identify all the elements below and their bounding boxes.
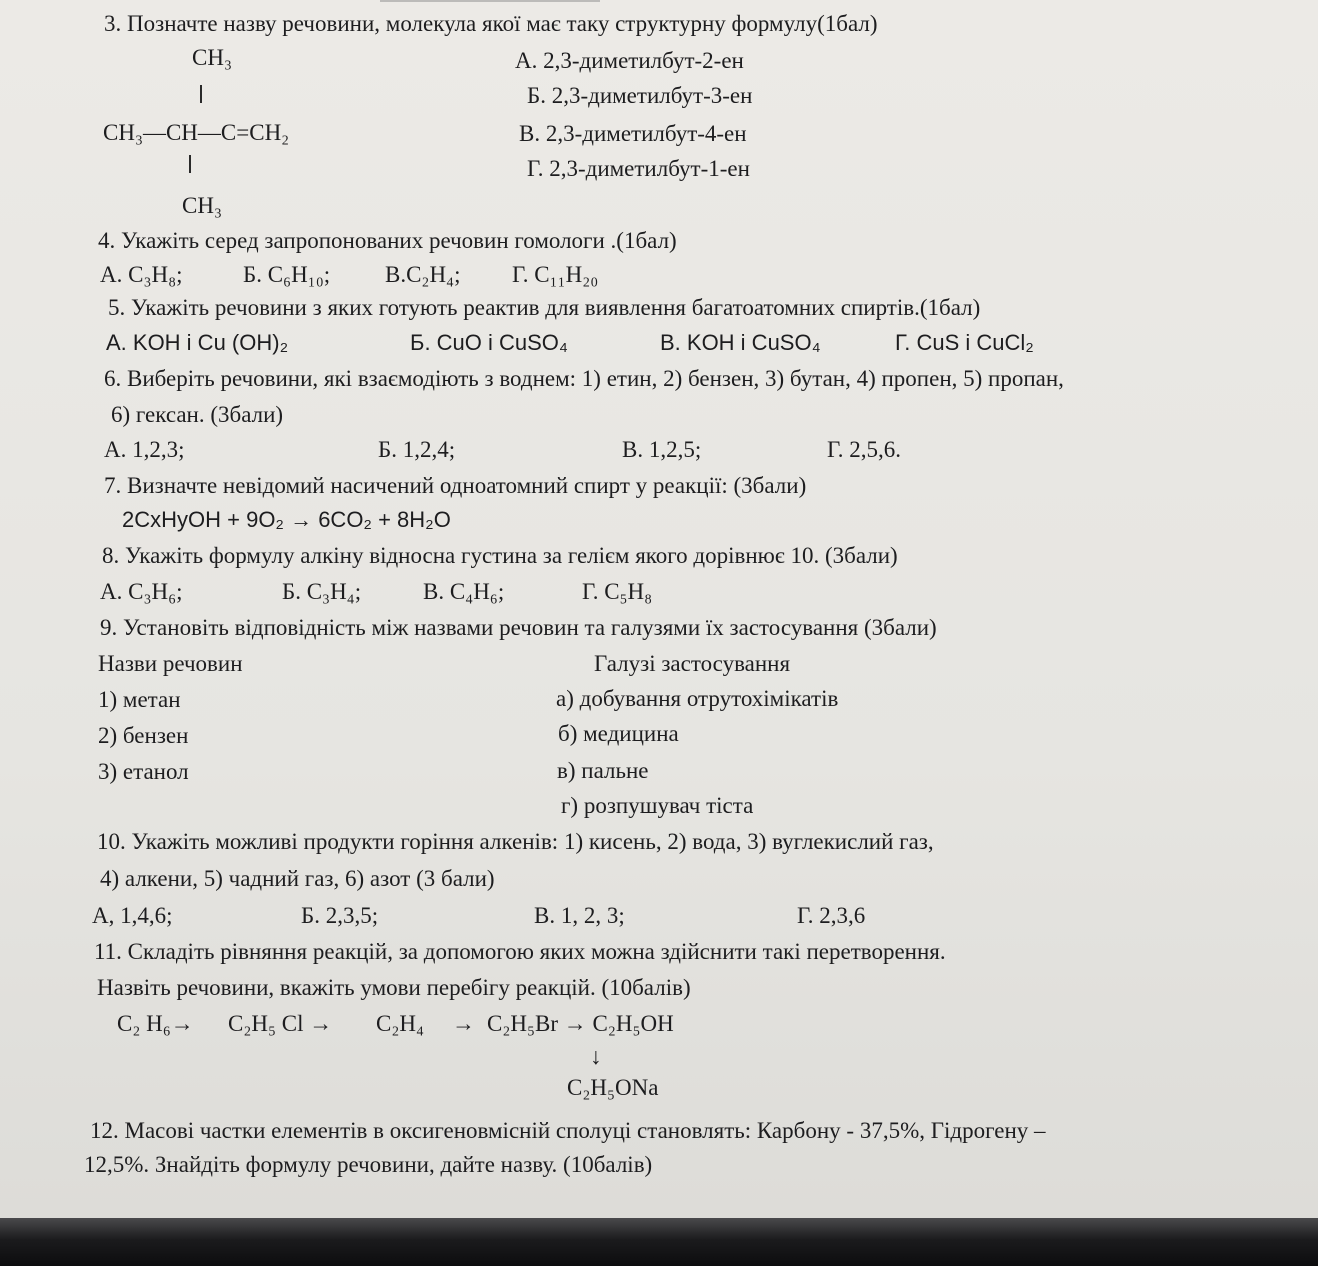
q6-option-c: В. 1,2,5; [622, 437, 702, 462]
q4-option-b: Б. C₆H₁₀; [243, 262, 331, 287]
q8-option-a: А. C₃H₆; [100, 579, 183, 604]
q9-left-header: Назви речовин [98, 651, 243, 676]
q10-option-c: В. 1, 2, 3; [534, 903, 625, 928]
q8-title: 8. Укажіть формулу алкіну відносна густина за гелієм якого дорівнює 10. (3бали) [102, 543, 898, 568]
q11-title-line2: Назвіть речовини, вкажіть умови перебігу реакцій. (10балів) [97, 975, 691, 1000]
q4-title: 4. Укажіть серед запропонованих речовин гомологи .(1бал) [98, 228, 677, 253]
q6-title-line1: 6. Виберіть речовини, які взаємодіють з воднем: 1) етин, 2) бензен, 3) бутан, 4) пропен, 5) пропан, [104, 366, 1064, 391]
q11-down-arrow: ↓ [590, 1044, 602, 1069]
q3-option-b: Б. 2,3-диметилбут-3-ен [527, 83, 753, 108]
q6-option-a: А. 1,2,3; [104, 437, 185, 462]
q3-title: 3. Позначте назву речовини, молекула якої має таку структурну формулу(1бал) [104, 11, 878, 36]
q3-option-d: Г. 2,3-диметилбут-1-ен [527, 156, 750, 181]
q11-title-line1: 11. Складіть рівняння реакцій, за допомогою яких можна здійснити такі перетворення. [94, 939, 946, 964]
q9-right-item-b: б) медицина [558, 721, 679, 746]
paper-cut-edge [380, 0, 600, 8]
q9-right-item-d: г) розпушувач тіста [561, 793, 754, 818]
q9-right-item-c: в) пальне [557, 758, 649, 783]
q10-title-line2: 4) алкени, 5) чадний газ, 6) азот (3 бали) [100, 866, 495, 891]
q6-option-b: Б. 1,2,4; [378, 437, 456, 462]
q10-option-d: Г. 2,3,6 [797, 903, 866, 928]
q8-option-d: Г. C₅H₈ [582, 579, 653, 604]
q9-left-item-1: 1) метан [98, 687, 181, 712]
q11-branch-c2h5ona: C₂H₅ONa [567, 1075, 659, 1100]
q10-option-a: А, 1,4,6; [92, 903, 173, 928]
q3-bond-bottom [189, 155, 191, 173]
q10-option-b: Б. 2,3,5; [301, 903, 379, 928]
q11-chain-c2h5cl: C₂H₅ Cl → [228, 1011, 333, 1036]
q7-equation: 2CxHyOH + 9O₂ → 6CO₂ + 8H₂O [122, 507, 451, 532]
q6-title-line2: 6) гексан. (3бали) [111, 402, 284, 427]
q8-option-b: Б. C₃H₄; [282, 579, 362, 604]
q7-title: 7. Визначте невідомий насичений одноатомний спирт у реакції: (3бали) [104, 473, 807, 498]
q11-chain-c2h6: C₂ H₆→ [117, 1011, 194, 1036]
dark-background-edge [0, 1218, 1318, 1266]
q4-option-d: Г. C₁₁H₂₀ [512, 262, 599, 287]
q3-option-c: В. 2,3-диметилбут-4-ен [519, 121, 747, 146]
q3-option-a: А. 2,3-диметилбут-2-ен [515, 48, 744, 73]
q11-chain-c2h5br-c2h5oh: C₂H₅Br → C₂H₅OH [487, 1011, 674, 1036]
q9-left-item-2: 2) бензен [98, 723, 189, 748]
q9-left-item-3: 3) етанол [98, 759, 189, 784]
q10-title-line1: 10. Укажіть можливі продукти горіння алкенів: 1) кисень, 2) вода, 3) вуглекислий газ, [97, 829, 934, 854]
q4-option-a: А. C₃H₈; [100, 262, 183, 287]
q5-option-a: А. KOH і Cu (OH)₂ [106, 330, 289, 355]
q5-title: 5. Укажіть речовини з яких готують реактив для виявлення багатоатомних спиртів.(1бал) [108, 295, 981, 320]
q11-chain-c2h4: C₂H₄ [376, 1011, 424, 1036]
q3-bond-top [200, 85, 202, 103]
q9-right-item-a: а) добування отрутохімікатів [556, 686, 839, 711]
q3-ch3-bottom: CH₃ [182, 193, 222, 218]
q12-title-line2: 12,5%. Знайдіть формулу речовини, дайте назву. (10балів) [84, 1152, 653, 1177]
q3-main-chain: CH₃—CH—C=CH₂ [103, 120, 290, 145]
q6-option-d: Г. 2,5,6. [827, 437, 901, 462]
q4-option-c: В.C₂H₄; [385, 262, 461, 287]
q9-title: 9. Установіть відповідність між назвами речовин та галузями їх застосування (3бали) [100, 615, 937, 640]
q5-option-c: В. KOH і CuSO₄ [660, 330, 821, 355]
q3-ch3-top: CH₃ [192, 45, 232, 70]
q12-title-line1: 12. Масові частки елементів в оксигеновмісній сполуці становлять: Карбону - 37,5%, Гідрогену – [90, 1118, 1046, 1143]
q9-right-header: Галузі застосування [594, 651, 791, 676]
q5-option-b: Б. CuO і CuSO₄ [410, 330, 568, 355]
q8-option-c: В. C₄H₆; [423, 579, 505, 604]
q11-chain-arrow: → [452, 1011, 475, 1036]
q5-option-d: Г. CuS і CuCl₂ [895, 330, 1034, 355]
